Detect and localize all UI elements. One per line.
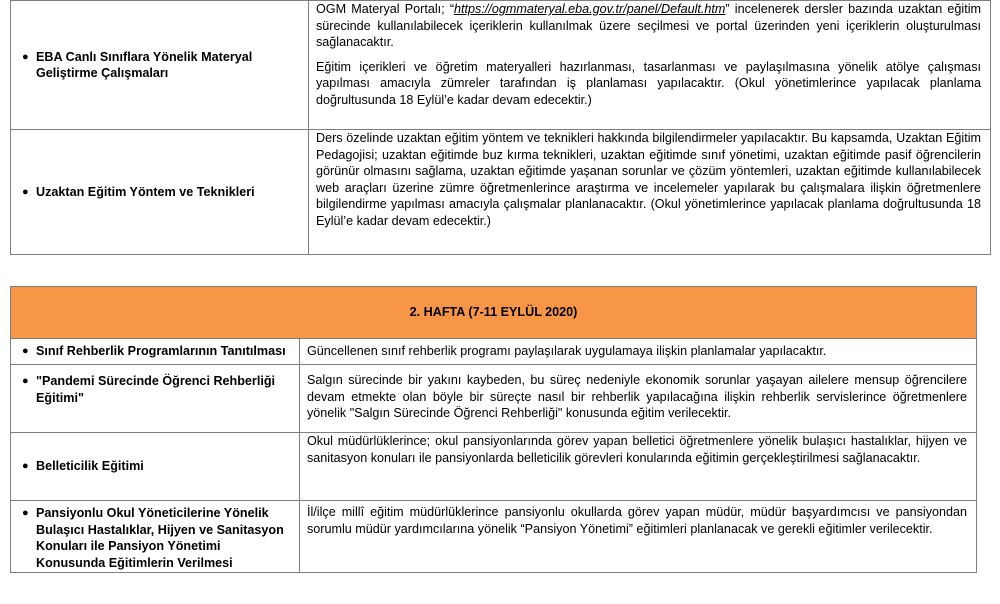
description-paragraph: OGM Materyal Portalı; “https://ogmmateryal.eba.gov.tr/panel/Default.htm” incelenerek dersler bazında uzaktan eğitim sürecinde kullanılabilecek içeriklerin kullanılmak üzere seçilmesi ve portal üzerinden yeni içeriklerin oluşturulması sağlanacaktır.	[316, 2, 981, 49]
activity-title: "Pandemi Sürecinde Öğrenci Rehberliği Eğitimi"	[36, 374, 276, 405]
table-row	[11, 130, 991, 255]
activity-description-cell	[300, 365, 977, 433]
activity-description-cell	[309, 130, 991, 255]
activity-description-cell	[300, 501, 977, 573]
activity-title: Uzaktan Eğitim Yöntem ve Teknikleri	[36, 184, 255, 199]
week-header: 2. HAFTA (7-11 EYLÜL 2020)	[11, 287, 977, 339]
bullet-icon: ●	[22, 507, 29, 519]
activity-title-cell	[11, 433, 300, 501]
description-paragraph: Ders özelinde uzaktan eğitim yöntem ve teknikleri hakkında bilgilendirmeler yapılacaktır. Bu kapsamda, Uzaktan Eğitim Pedagojisi; uzaktan eğitimde buz kırma teknikleri, uzaktan eğitimde sınıf yönetimi, uzaktan eğitimde pasif öğrencilerin görünür olmasını sağlama, uzaktan eğitimde yaşanan sorunlar ve çözüm yöntemleri, uzaktan eğitimde kullanılabilecek web araçları üzerine zümre öğretmenlerince araştırma ve incelemeler yapılarak bu çalışmalara ilişkin öğretmenlere bilgilendirme yapılması amacıyla çalışmalar planlanacaktır. (Okul yönetimlerince yapılacak planlama doğrultusunda 18 Eylül’e kadar devam edecektir.)	[316, 131, 981, 228]
activity-title-cell	[11, 1, 309, 130]
table-row	[11, 501, 977, 573]
activity-title: Pansiyonlu Okul Yöneticilerine Yönelik Bulaşıcı Hastalıklar, Hijyen ve Sanitasyon Konuları ile Pansiyon Yönetimi Konusunda Eğitimlerin Verilmesi	[36, 506, 284, 570]
activity-description-cell	[309, 1, 991, 130]
activity-title-cell	[11, 130, 309, 255]
activity-description-cell	[300, 433, 977, 501]
ogm-portal-link[interactable]: https://ogmmateryal.eba.gov.tr/panel/Default.htm	[454, 2, 726, 16]
activity-description-cell	[300, 339, 977, 365]
activities-table-week1	[10, 0, 991, 255]
activity-title: Belleticilik Eğitimi	[36, 459, 144, 474]
description-paragraph: Güncellenen sınıf rehberlik programı paylaşılarak uygulamaya ilişkin planlamalar yapılacaktır.	[307, 344, 827, 359]
description-paragraph: Salgın sürecinde bir yakını kaybeden, bu süreç nedeniyle ekonomik sorunlar yaşayan ailelere mensup öğrencilere devam etmekte olan böyle bir süreçte nasıl bir rehberlik yapılacağına ilişkin rehberlik servislerince öğretmenlere yönelik "Salgın Sürecinde Öğrenci Rehberliği" konusunda eğitim verilecektir.	[307, 373, 968, 420]
bullet-icon: ●	[22, 185, 29, 198]
activities-table-week2	[10, 286, 977, 573]
activity-title: Sınıf Rehberlik Programlarının Tanıtılması	[36, 344, 286, 359]
description-paragraph: İl/ilçe millî eğitim müdürlüklerince pansiyonlu okullarda görev yapan müdür, müdür başyardımcısı ve pansiyondan sorumlu müdür yardımcılarına yönelik “Pansiyon Yönetimi” eğitimleri planlanacak ve gerekli eğitimler verilecektir.	[307, 505, 968, 536]
bullet-icon: ●	[22, 460, 29, 473]
bullet-icon: ●	[22, 375, 29, 387]
description-paragraph: Okul müdürlüklerince; okul pansiyonlarında görev yapan belletici öğretmenlere yönelik bulaşıcı hastalıklar, hijyen ve sanitasyon konuları ile pansiyonlarda belleticilik görevleri konularında eğitimin gerçekleştirilmesi sağlanacaktır.	[307, 434, 968, 465]
table-row	[11, 1, 991, 130]
activity-title-cell	[11, 501, 300, 573]
table-row	[11, 365, 977, 433]
bullet-icon: ●	[22, 345, 29, 358]
description-paragraph: Eğitim içerikleri ve öğretim materyalleri hazırlanması, tasarlanması ve paylaşılmasına yönelik atölye çalışması yapılması amacıyla zümreler tarafından iş planlaması yapılacaktır. (Okul yönetimlerince yapılacak planlama doğrultusunda 18 Eylül’e kadar devam edecektir.)	[316, 59, 981, 107]
activity-title: EBA Canlı Sınıflara Yönelik Materyal Geliştirme Çalışmaları	[36, 49, 253, 80]
activity-title-cell	[11, 365, 300, 433]
table-row	[11, 339, 977, 365]
table-row	[11, 433, 977, 501]
bullet-icon: ●	[22, 50, 29, 63]
activity-title-cell	[11, 339, 300, 365]
